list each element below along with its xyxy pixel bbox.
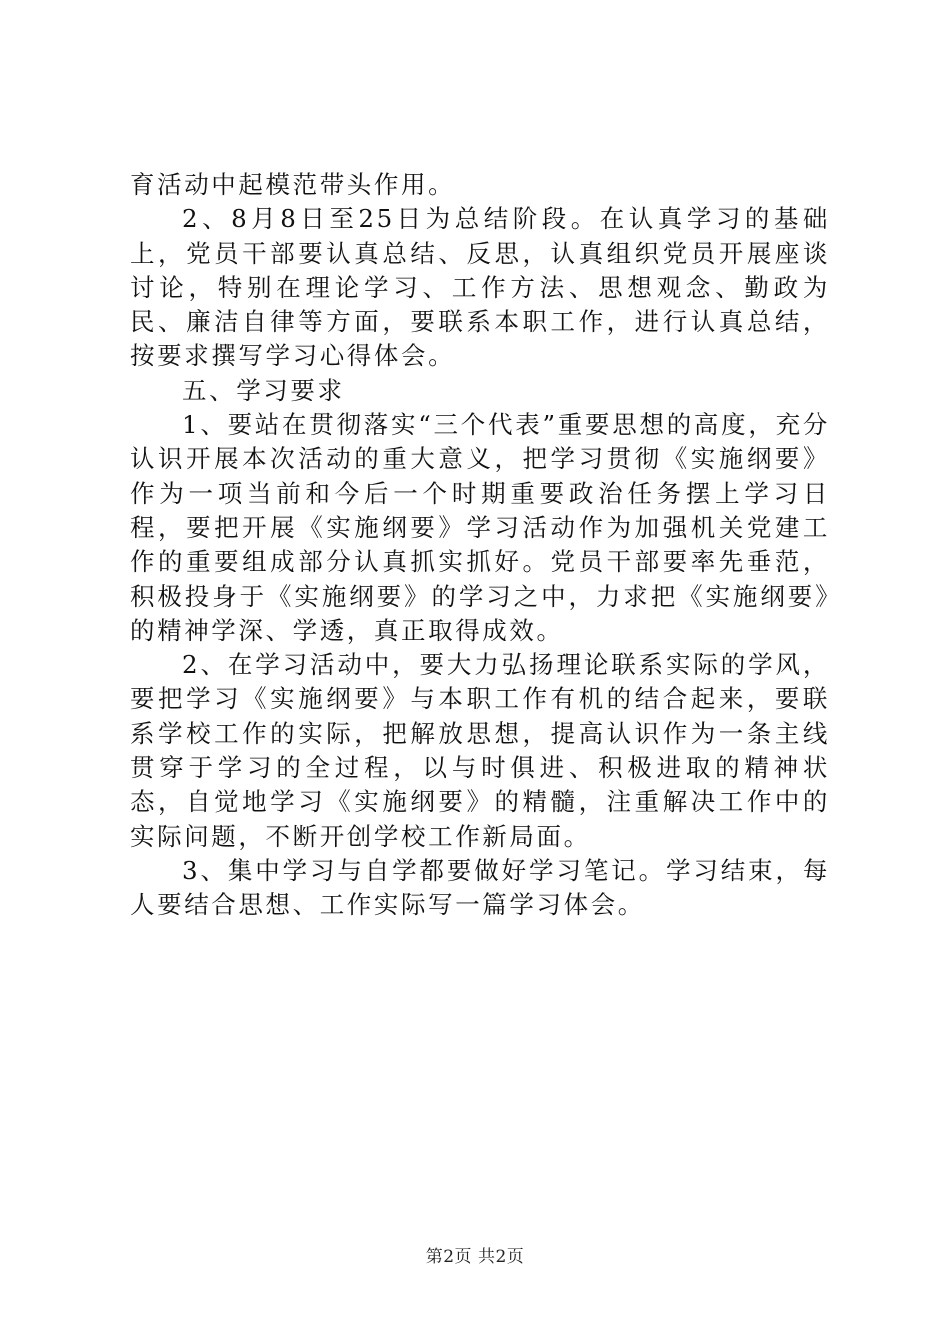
paragraph-requirement-3: 3、集中学习与自学都要做好学习笔记。学习结束，每人要结合思想、工作实际写一篇学习体会。 [130, 855, 830, 920]
paragraph-requirement-1: 1、要站在贯彻落实“三个代表”重要思想的高度，充分认识开展本次活动的重大意义，把学习贯彻《实施纲要》作为一项当前和今后一个时期重要政治任务摆上学习日程，要把开展《实施纲要》学习活动作为加强机关党建工作的重要组成部分认真抓实抓好。党员干部要率先垂范，积极投身于《实施纲要》的学习之中，力求把《实施纲要》的精神学深、学透，真正取得成效。 [130, 410, 830, 645]
section-heading-requirements: 五、学习要求 [182, 375, 345, 405]
paragraph-summary-stage: 2、8月8日至25日为总结阶段。在认真学习的基础上，党员干部要认真总结、反思，认真组织党员开展座谈讨论，特别在理论学习、工作方法、思想观念、勤政为民、廉洁自律等方面，要联系本职工作，进行认真总结，按要求撰写学习心得体会。 [130, 204, 830, 371]
document-body [130, 168, 830, 923]
page-number-footer: 第2页 共2页 [425, 1247, 525, 1267]
paragraph-requirement-2: 2、在学习活动中，要大力弘扬理论联系实际的学风，要把学习《实施纲要》与本职工作有机的结合起来，要联系学校工作的实际，把解放思想，提高认识作为一条主线贯穿于学习的全过程，以与时俱进、积极进取的精神状态，自觉地学习《实施纲要》的精髓，注重解决工作中的实际问题，不断开创学校工作新局面。 [130, 650, 830, 851]
paragraph-continuation: 育活动中起模范带头作用。 [130, 170, 456, 199]
